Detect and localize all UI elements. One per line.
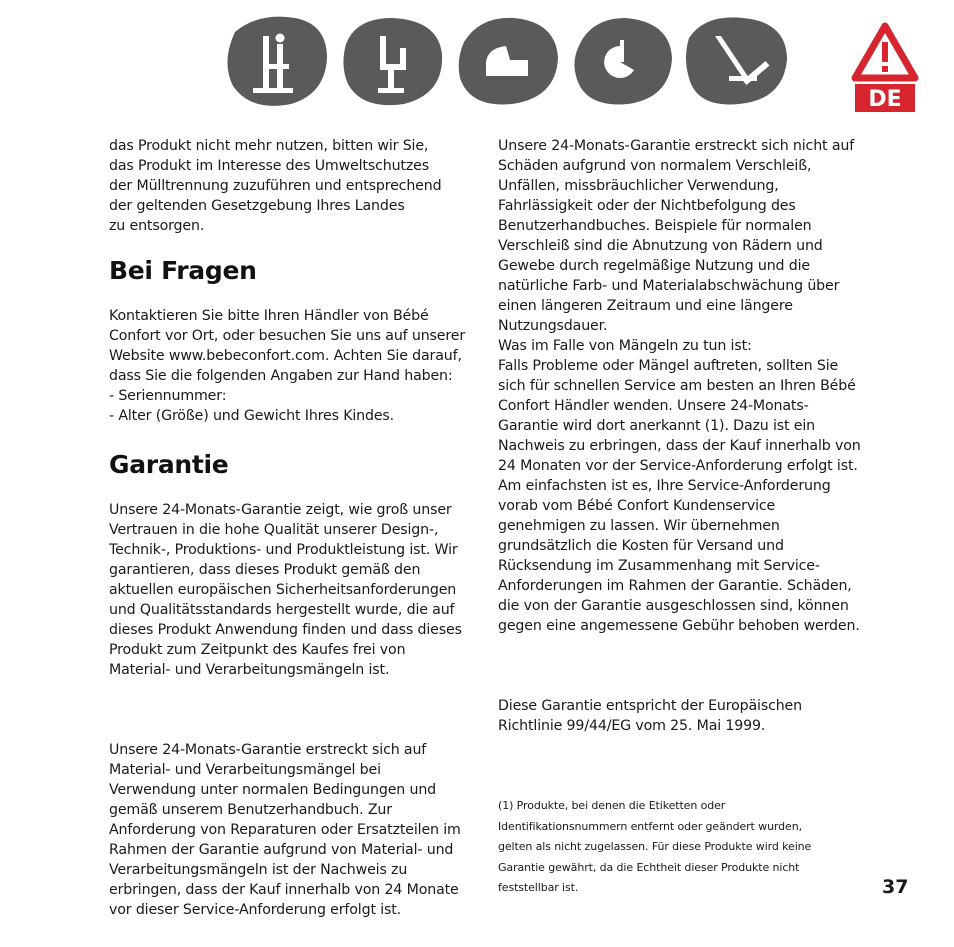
stroller-frame-icon	[225, 14, 329, 108]
left-column	[109, 116, 479, 940]
warranty-paragraph-2: Unsere 24-Monats-Garantie erstreckt sich auf Material- und Verarbeitungsmängel bei Verwendung unter normalen Bedingungen und gemäß unserem Benutzerhandbuch. Zur Anforderung von Reparaturen oder Ersatzteilen im Rahmen der Garantie aufgrund von Material- und Verarbeitungsmängeln ist der Nachweis zu erbringen, dass der Kauf innerhalb von 24 Monate vor dieser Service-Anforderung erfolgt ist.	[109, 742, 461, 918]
carrycot-icon	[454, 14, 560, 108]
product-icons-row	[0, 14, 954, 114]
directive-text: Diese Garantie entspricht der Europäischen Richtlinie 99/44/EG vom 25. Mai 1999.	[498, 698, 802, 734]
warranty-paragraph-1: Unsere 24-Monats-Garantie zeigt, wie groß unser Vertrauen in die hohe Qualität unserer Design-, Technik-, Produktions- und Produktleistung ist. Wir garantieren, dass dieses Produkt gemäß den aktuellen europäischen Sicherheitsanforderungen und Qualitätsstandards hergestellt wurde, die auf dieses Produkt Anwendung finden und dass dieses Produkt zum Zeitpunkt des Kaufes frei von Material- und Verarbeitungsmängeln ist.	[109, 502, 462, 678]
page-number: 37	[882, 876, 909, 898]
language-code: DE	[868, 87, 902, 112]
footnote: (1) Produkte, bei denen die Etiketten oder Identifikationsnummern entfernt oder geändert wurden, gelten als nicht zugelassen. Für diese Produkte wird keine Garantie gewährt, da die Echtheit dieser Produkte nicht feststellbar ist.	[498, 799, 812, 894]
warning-language-badge	[851, 22, 919, 114]
stroller-seat-icon	[340, 14, 444, 108]
section-title-questions: Bei Fragen	[109, 256, 257, 285]
questions-body-text: Kontaktieren Sie bitte Ihren Händler von Bébé Confort vor Ort, oder besuchen Sie uns auf unserer Website www.bebeconfort.com. Achten Sie darauf, dass Sie die folgenden Angaben zur Hand haben: - Seriennummer: - Alter (Größe) und Gewicht Ihres Kindes.	[109, 308, 466, 424]
section-title-warranty: Garantie	[109, 450, 229, 479]
folded-stroller-icon	[683, 14, 789, 108]
disposal-intro-text: das Produkt nicht mehr nutzen, bitten wir Sie, das Produkt im Interesse des Umweltschutzes der Mülltrennung zuzuführen und entsprechend der geltenden Gesetzgebung Ihres Landes zu entsorgen.	[109, 138, 442, 234]
right-column	[498, 116, 868, 919]
car-seat-icon	[570, 14, 674, 108]
warranty-exclusions-text: Unsere 24-Monats-Garantie erstreckt sich nicht auf Schäden aufgrund von normalem Verschleiß, Unfällen, missbräuchlicher Verwendung, Fahrlässigkeit oder der Nichtbefolgung des Benutzerhandbuches. Beispiele für normalen Verschleiß sind die Abnutzung von Rädern und Gewebe durch regelmäßige Nutzung und die natürliche Farb- und Materialabschwächung über einen längeren Zeitraum und eine längere Nutzungsdauer. Was im Falle von Mängeln zu tun ist: Falls Probleme oder Mängel auftreten, sollten Sie sich für schnellen Service am besten an Ihren Bébé Confort Händler wenden. Unsere 24-Monats- Garantie wird dort anerkannt (1). Dazu ist ein Nachweis zu erbringen, dass der Kauf innerhalb von 24 Monaten vor der Service-Anforderung erfolgt ist. Am einfachsten ist es, Ihre Service-Anforderung vorab vom Bébé Confort Kundenservice genehmigen zu lassen. Wir übernehmen grundsätzlich die Kosten für Versand und Rücksendung im Zusammenhang mit Service- Anforderungen im Rahmen der Garantie. Schäden, die von der Garantie ausgeschlossen sind, können gegen eine angemessene Gebühr behoben werden.	[498, 138, 861, 634]
